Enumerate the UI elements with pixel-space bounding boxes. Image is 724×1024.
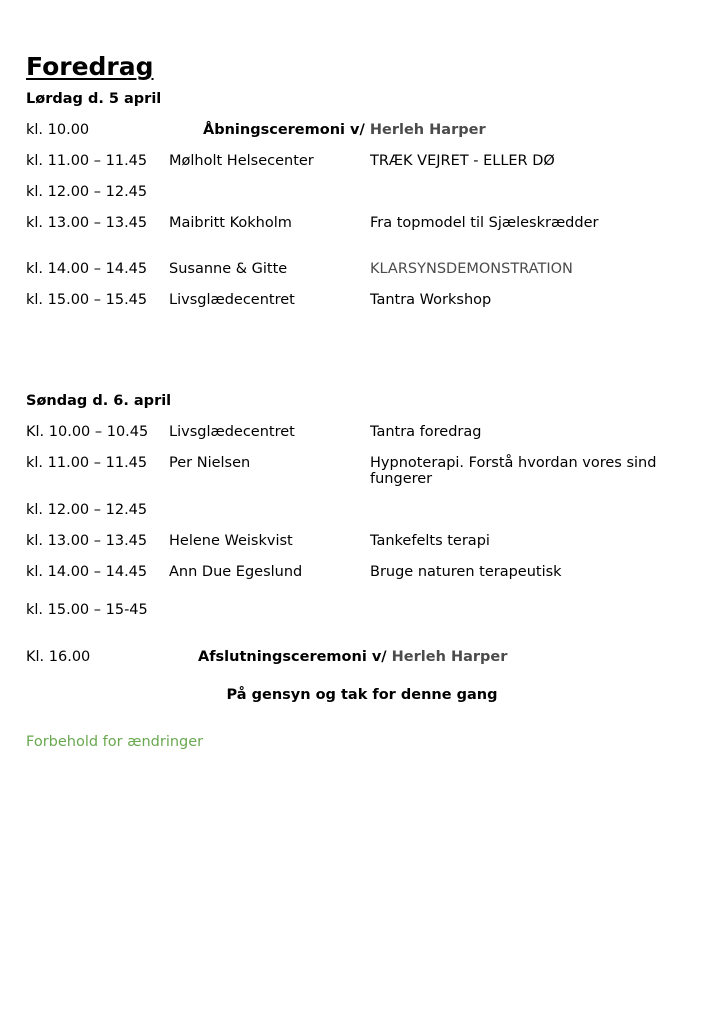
- talk-topic: Fra topmodel til Sjæleskrædder: [370, 215, 599, 231]
- schedule-time: kl. 14.00 – 14.45: [26, 261, 148, 277]
- speaker-name: Susanne & Gitte: [169, 261, 288, 277]
- speaker-name: Livsglædecentret: [169, 424, 295, 440]
- speaker-name: Helene Weiskvist: [169, 533, 293, 549]
- closing-ceremony-host: Herleh Harper: [391, 649, 508, 665]
- schedule-time: Kl. 10.00 – 10.45: [26, 424, 149, 440]
- talk-topic: KLARSYNSDEMONSTRATION: [370, 261, 573, 277]
- talk-topic: Tankefelts terapi: [370, 533, 490, 549]
- schedule-time: kl. 12.00 – 12.45: [26, 502, 148, 518]
- schedule-time: kl. 11.00 – 11.45: [26, 153, 148, 169]
- talk-topic: Tantra foredrag: [370, 424, 482, 440]
- farewell-text: På gensyn og tak for denne gang: [226, 687, 498, 703]
- sunday-heading: Søndag d. 6. april: [26, 393, 172, 409]
- speaker-name: Maibritt Kokholm: [169, 215, 292, 231]
- disclaimer-text: Forbehold for ændringer: [26, 734, 204, 750]
- schedule-time: kl. 11.00 – 11.45: [26, 455, 148, 471]
- talk-topic: Bruge naturen terapeutisk: [370, 564, 562, 580]
- speaker-name: Per Nielsen: [169, 455, 251, 471]
- speaker-name: Livsglædecentret: [169, 292, 295, 308]
- schedule-time: kl. 15.00 – 15.45: [26, 292, 148, 308]
- talk-topic: Hypnoterapi. Forstå hvordan vores sind fungerer: [370, 455, 657, 487]
- opening-ceremony: [203, 122, 486, 138]
- speaker-name: Mølholt Helsecenter: [169, 153, 314, 169]
- opening-ceremony-host: Herleh Harper: [369, 122, 486, 138]
- saturday-heading: Lørdag d. 5 april: [26, 91, 162, 107]
- schedule-time: kl. 13.00 – 13.45: [26, 533, 148, 549]
- talk-topic: Tantra Workshop: [370, 292, 492, 308]
- closing-time: Kl. 16.00: [26, 649, 91, 665]
- schedule-time: kl. 15.00 – 15-45: [26, 602, 148, 618]
- schedule-time: kl. 14.00 – 14.45: [26, 564, 148, 580]
- opening-time: kl. 10.00: [26, 122, 90, 138]
- closing-ceremony-label: Afslutningsceremoni v/: [198, 649, 387, 665]
- talk-topic: TRÆK VEJRET - ELLER DØ: [370, 153, 555, 169]
- schedule-time: kl. 12.00 – 12.45: [26, 184, 148, 200]
- opening-ceremony-label: Åbningsceremoni v/: [203, 122, 365, 138]
- schedule-time: kl. 13.00 – 13.45: [26, 215, 148, 231]
- closing-ceremony: [198, 649, 507, 665]
- speaker-name: Ann Due Egeslund: [169, 564, 303, 580]
- page-title: Foredrag: [26, 52, 154, 81]
